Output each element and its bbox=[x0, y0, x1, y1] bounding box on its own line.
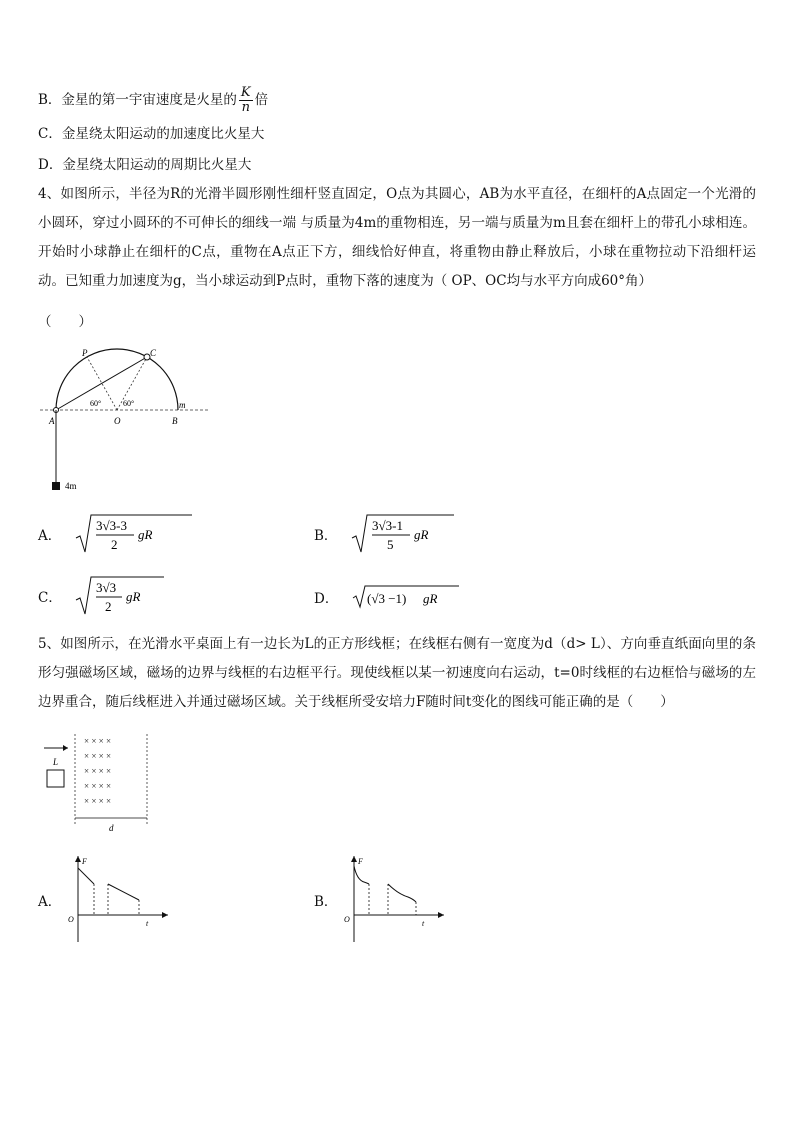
label-m: m bbox=[179, 400, 186, 410]
math-expression-d bbox=[351, 584, 461, 610]
fraction-numerator: K bbox=[240, 85, 251, 100]
q4-semicircle-figure bbox=[36, 340, 216, 500]
q4-stem bbox=[38, 180, 756, 296]
curve-exiting bbox=[108, 884, 139, 900]
curve-entering bbox=[354, 866, 369, 884]
math-expression-c bbox=[74, 574, 184, 618]
q3-option-d: D．金星绕太阳运动的周期比火星大 bbox=[38, 157, 252, 173]
q4-answer-blank: （ ） bbox=[38, 314, 92, 330]
q5-option-a-label: A． bbox=[38, 894, 62, 910]
weight-block bbox=[52, 482, 60, 490]
label-d: d bbox=[109, 823, 114, 833]
svg-text:gR: gR bbox=[126, 589, 141, 604]
q5-magnetic-field-figure bbox=[40, 734, 160, 834]
q4-option-c bbox=[38, 574, 184, 618]
option-label: A． bbox=[38, 528, 62, 544]
svg-text:3√3: 3√3 bbox=[96, 580, 117, 595]
option-label: B． bbox=[38, 92, 62, 108]
svg-text:gR: gR bbox=[422, 591, 438, 606]
svg-text:× × × ×: × × × × bbox=[84, 781, 112, 791]
field-cross-markers bbox=[84, 736, 111, 806]
label-p: P bbox=[82, 348, 88, 358]
label-4m: 4m bbox=[65, 481, 77, 491]
q3-option-b bbox=[38, 86, 268, 115]
svg-text:2: 2 bbox=[110, 537, 118, 552]
q5-option-b-label: B． bbox=[314, 894, 338, 910]
q5-stem bbox=[38, 630, 756, 717]
svg-text:gR: gR bbox=[137, 527, 152, 542]
math-expression-b bbox=[350, 512, 470, 556]
origin-label: O bbox=[344, 915, 350, 924]
svg-text:× × × ×: × × × × bbox=[84, 796, 112, 806]
semicircle-rod bbox=[56, 349, 178, 410]
y-axis-label: F bbox=[82, 857, 87, 866]
fraction-denominator: n bbox=[241, 100, 250, 115]
svg-text:gR: gR bbox=[413, 527, 429, 542]
svg-text:3√3-1: 3√3-1 bbox=[371, 518, 403, 533]
q5-graph-b bbox=[340, 852, 450, 944]
svg-text:2: 2 bbox=[105, 599, 112, 614]
label-o: O bbox=[114, 416, 121, 426]
q4-option-a bbox=[38, 512, 194, 556]
square-coil bbox=[47, 770, 64, 787]
svg-text:× × × ×: × × × × bbox=[84, 736, 112, 746]
q4-stem-text: 4、如图所示，半径为R的光滑半圆形刚性细杆竖直固定，O点为其圆心，AB为水平直径，在细杆的A点固定一个光滑的小圆环，穿过小圆环的不可伸长的细线一端 与质量为4m的重物相连，另一端与质量为m且套在细杆上的带孔小球相连。开始时小球静止在细杆的C点，重物在A点正下方，细线恰好伸直，将重物由静止释放后，小球在重物拉动下沿细杆运动。已知重力加速度为g，当小球运动到P点时，重物下落的速度为（ OP、OC均与水平方向成60°角） bbox=[38, 186, 756, 289]
arrow-head bbox=[63, 745, 68, 751]
angle-label-right: 60° bbox=[123, 399, 135, 408]
label-l: L bbox=[53, 757, 59, 767]
angle-label-left: 60° bbox=[90, 399, 102, 408]
label-a: A bbox=[49, 416, 55, 426]
q5-stem-text: 5、如图所示，在光滑水平桌面上有一边长为L的正方形线框；在线框右侧有一宽度为d（d> L）、方向垂直纸面向里的条形匀强磁场区域，磁场的边界与线框的右边框平行。现使线框以某一初速度向右运动，t=0时线框的右边框恰与磁场的左边界重合，随后线框进入并通过磁场区域。关于线框所受安培力F随时间t变化的图线可能正确的是（ ） bbox=[38, 636, 756, 710]
curve-exiting bbox=[388, 884, 416, 902]
y-axis-label: F bbox=[358, 857, 363, 866]
label-c: C bbox=[150, 348, 157, 358]
svg-text:× × × ×: × × × × bbox=[84, 751, 112, 761]
curve-entering bbox=[78, 868, 94, 884]
x-axis-label: t bbox=[146, 919, 149, 928]
option-label: C． bbox=[38, 590, 62, 606]
option-text: 金星的第一宇宙速度是火星的 bbox=[61, 92, 237, 108]
q3-option-c: C．金星绕太阳运动的加速度比火星大 bbox=[38, 126, 265, 142]
label-b: B bbox=[172, 416, 178, 426]
fraction-k-over-n bbox=[239, 86, 253, 115]
svg-text:5: 5 bbox=[386, 537, 394, 552]
option-label: D． bbox=[314, 591, 339, 607]
x-axis-label: t bbox=[422, 919, 425, 928]
svg-text:(√3 −1): (√3 −1) bbox=[366, 591, 406, 606]
svg-text:3√3-3: 3√3-3 bbox=[95, 518, 127, 533]
origin-label: O bbox=[68, 915, 74, 924]
q4-option-b bbox=[314, 512, 470, 556]
q5-graph-a bbox=[64, 852, 174, 944]
q4-option-d bbox=[314, 584, 461, 610]
option-label: B． bbox=[314, 528, 338, 544]
math-expression-a bbox=[74, 512, 194, 556]
option-text-suffix: 倍 bbox=[254, 92, 269, 108]
svg-text:× × × ×: × × × × bbox=[84, 766, 112, 776]
